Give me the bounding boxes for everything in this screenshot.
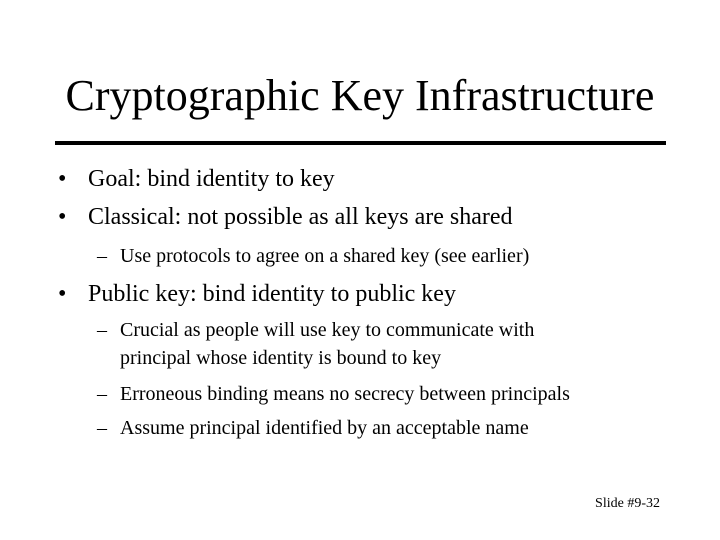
bullet-text: Classical: not possible as all keys are shared [88, 204, 513, 230]
slide-title: Cryptographic Key Infrastructure [65, 71, 655, 120]
bullet-marker: • [58, 204, 67, 230]
sub-bullet-text: Crucial as people will use key to communicate with [120, 319, 535, 341]
sub-bullet-item-crucial [97, 316, 535, 344]
sub-bullet-marker: – [97, 383, 107, 405]
sub-bullet-item-protocols [97, 242, 530, 270]
bullet-marker: • [58, 166, 67, 192]
bullet-item-classical [58, 203, 513, 231]
sub-bullet-item-erroneous [97, 380, 570, 408]
sub-bullet-item-assume [97, 414, 529, 442]
bullet-text: Public key: bind identity to public key [88, 281, 456, 307]
sub-bullet-text: principal whose identity is bound to key [120, 347, 442, 369]
bullet-marker: • [58, 281, 67, 307]
sub-bullet-text: Assume principal identified by an acceptable name [120, 417, 529, 439]
sub-bullet-text: Use protocols to agree on a shared key (see earlier) [120, 245, 530, 267]
slide-number: Slide #9-32 [595, 496, 660, 511]
bullet-item-public-key [58, 280, 456, 308]
sub-bullet-marker: – [97, 319, 107, 341]
bullet-item-goal [58, 165, 335, 193]
sub-bullet-text: Erroneous binding means no secrecy between principals [120, 383, 570, 405]
sub-bullet-marker: – [97, 417, 107, 439]
sub-bullet-marker: – [97, 245, 107, 267]
bullet-text: Goal: bind identity to key [88, 166, 335, 192]
sub-bullet-continuation [120, 344, 441, 372]
